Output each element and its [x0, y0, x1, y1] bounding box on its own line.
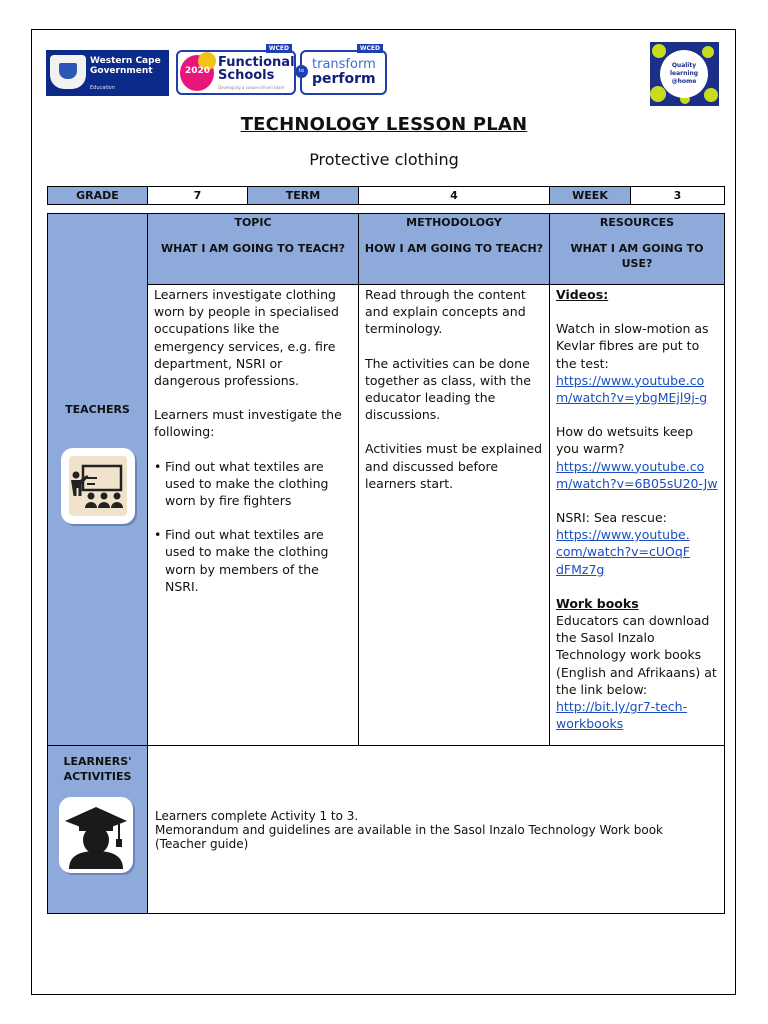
videos-heading: Videos:: [556, 287, 609, 302]
grade-label: GRADE: [48, 187, 148, 205]
resources-subtitle: WHAT I AM GOING TO USE?: [570, 242, 704, 270]
methodology-subtitle: HOW I AM GOING TO TEACH?: [364, 242, 544, 255]
quality-learning-at-home-logo: [650, 42, 719, 106]
functional-schools-tagline: Developing a values-driven team: [218, 85, 285, 90]
video3-description: NSRI: Sea rescue:: [556, 510, 667, 526]
resources-title: RESOURCES: [599, 216, 675, 229]
page-subtitle: Protective clothing: [309, 150, 459, 169]
resources-header: [550, 214, 725, 285]
transform-perform-logo: [298, 45, 387, 95]
coat-of-arms-icon: [50, 55, 86, 89]
week-value: 3: [631, 187, 725, 205]
learners-activity-line1: Learners complete Activity 1 to 3.: [155, 809, 359, 823]
functional-schools-line2: Schools: [218, 68, 275, 83]
wced-tag-2: WCED: [357, 44, 383, 53]
western-cape-government-logo: [46, 50, 169, 96]
week-label: WEEK: [550, 187, 631, 205]
video1-description: Watch in slow-motion as Kevlar fibres are put to the test:: [556, 321, 709, 371]
learners-label-line1: LEARNERS': [63, 755, 132, 768]
teachers-topic-cell: [148, 285, 359, 746]
grade-value: 7: [148, 187, 248, 205]
to-connector-icon: to: [295, 65, 308, 78]
teachers-label: TEACHERS: [65, 403, 130, 416]
ql-line1: Quality: [671, 62, 697, 69]
topic-bullet-1: • Find out what textiles are used to make the clothing worn by fire fighters: [154, 458, 352, 510]
wced-tag: WCED: [266, 44, 292, 53]
ql-line2: learning: [669, 70, 699, 77]
graduate-student-icon: [59, 797, 133, 873]
topic-subtitle: WHAT I AM GOING TO TEACH?: [161, 242, 345, 255]
workbooks-link[interactable]: http://bit.ly/gr7-tech- workbooks: [556, 699, 688, 732]
learners-row-header: [48, 746, 148, 914]
wcg-name-line1: Western Cape: [90, 56, 161, 66]
topic-paragraph-2: Learners must investigate the following:: [154, 407, 342, 440]
page-title: TECHNOLOGY LESSON PLAN: [240, 114, 528, 135]
term-value: 4: [359, 187, 550, 205]
transform-text: transform: [312, 57, 376, 72]
methodology-paragraph-2: The activities can be done together as class, with the educator leading the discussions.: [365, 355, 531, 423]
wcg-dept: Education: [90, 85, 115, 91]
lesson-plan-table: [47, 213, 725, 914]
topic-bullet-2: • Find out what textiles are used to make the clothing worn by members of the NSRI.: [154, 526, 352, 595]
topic-title: TOPIC: [234, 216, 272, 229]
learners-activity-line3: (Teacher guide): [155, 837, 249, 851]
functional-schools-line1: Functional: [218, 55, 295, 70]
methodology-paragraph-1: Read through the content and explain concepts and terminology.: [365, 287, 526, 337]
quality-learning-badge: [660, 50, 708, 98]
video2-link[interactable]: https://www.youtube.co m/watch?v=6B05sU20-Jw: [556, 458, 718, 491]
teachers-methodology-cell: [359, 285, 550, 746]
wcg-name-line2: Government: [90, 66, 153, 76]
topic-header: [148, 214, 359, 285]
topic-bullet-list: [154, 458, 352, 595]
methodology-paragraph-3: Activities must be explained and discussed before learners start.: [365, 441, 543, 491]
teachers-resources-cell: [550, 285, 725, 746]
workbooks-description: Educators can download the Sasol Inzalo Technology work books (English and Afrikaans) at the link below:: [556, 613, 717, 697]
grade-term-week-table: [47, 186, 725, 205]
learners-activity-line2: Memorandum and guidelines are available in the Sasol Inzalo Technology Work book: [155, 823, 664, 837]
video2-description: How do wetsuits keep you warm?: [556, 424, 694, 457]
topic-paragraph-1: Learners investigate clothing worn by people in specialised occupations like the emergency services, e.g. fire department, NSRI or dangerous professions.: [154, 287, 339, 389]
methodology-title: METHODOLOGY: [406, 216, 502, 229]
teacher-presentation-icon: [61, 448, 135, 524]
video1-link[interactable]: https://www.youtube.co m/watch?v=ybgMEjl9j-g: [556, 372, 708, 406]
learners-label-line2: ACTIVITIES: [63, 770, 132, 783]
ql-line3: @home: [671, 78, 697, 85]
term-label: TERM: [248, 187, 359, 205]
perform-text: perform: [312, 71, 376, 87]
functional-schools-year: 2020: [185, 66, 211, 76]
learners-activities-cell: [148, 746, 725, 914]
teachers-row-header: [48, 214, 148, 746]
workbooks-heading: Work books: [556, 595, 639, 611]
video3-link[interactable]: https://www.youtube. com/watch?v=cUOqF dFMz7g: [556, 527, 690, 577]
functional-schools-logo: [176, 45, 296, 95]
learners-label: [48, 754, 147, 784]
methodology-header: [359, 214, 550, 285]
